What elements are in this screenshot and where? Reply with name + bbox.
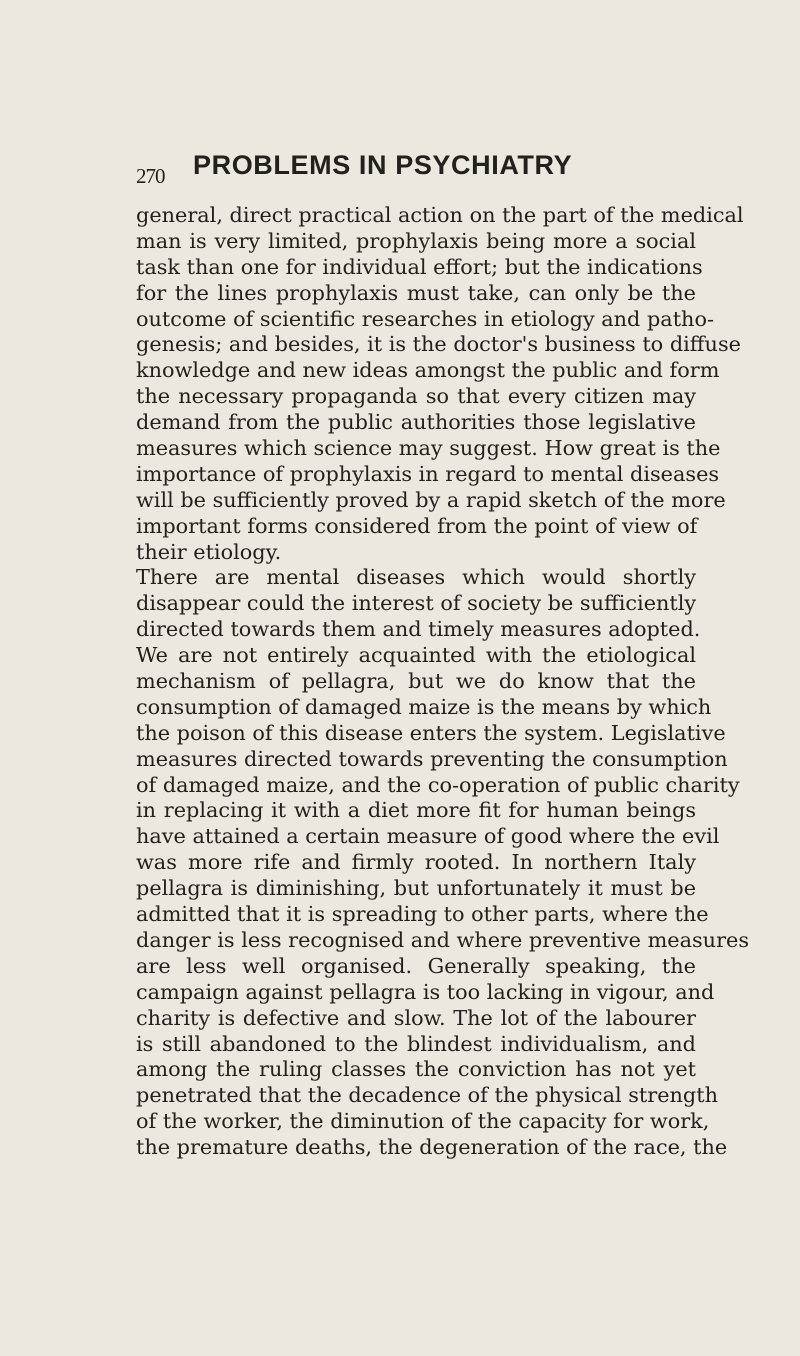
page-number: 270 [136, 164, 165, 188]
text-line: the poison of this disease enters the system. Legislative [136, 720, 726, 745]
text-line: for the lines prophylaxis must take, can only be the [136, 280, 696, 305]
text-line: their etiology. [136, 539, 282, 564]
text-line: measures which science may suggest. How great is the [136, 436, 721, 461]
text-line: man is very limited, prophylaxis being more a social [136, 228, 696, 253]
text-line: measures directed towards preventing the consumption [136, 746, 728, 771]
text-line: mechanism of pellagra, but we do know that the [136, 669, 696, 694]
text-line: of damaged maize, and the co-operation of public charity [136, 772, 740, 797]
text-line: We are not entirely acquainted with the etiological [136, 643, 696, 668]
text-line: task than one for individual effort; but the indications [136, 254, 703, 279]
text-line: campaign against pellagra is too lacking in vigour, and [136, 979, 715, 1004]
text-line: genesis; and besides, it is the doctor's business to diffuse [136, 332, 741, 357]
text-line: penetrated that the decadence of the physical strength [136, 1083, 718, 1108]
text-line: will be sufficiently proved by a rapid sketch of the more [136, 487, 726, 512]
text-line: outcome of scientific researches in etiology and patho- [136, 306, 714, 331]
text-line: important forms considered from the point of view of [136, 513, 698, 538]
text-line: is still abandoned to the blindest individualism, and [136, 1031, 696, 1056]
text-line: among the ruling classes the conviction has not yet [136, 1057, 696, 1082]
text-line: knowledge and new ideas amongst the public and form [136, 358, 720, 383]
text-line: danger is less recognised and where preventive measures [136, 927, 749, 952]
text-line: pellagra is diminishing, but unfortunately it must be [136, 876, 696, 901]
text-line: There are mental diseases which would shortly [136, 565, 696, 590]
body-text [136, 203, 749, 1161]
text-line: admitted that it is spreading to other parts, where the [136, 902, 709, 927]
text-line: importance of prophylaxis in regard to mental diseases [136, 461, 720, 486]
text-line: disappear could the interest of society be sufficiently [136, 591, 697, 616]
text-line: was more rife and firmly rooted. In northern Italy [136, 850, 696, 875]
text-line: charity is defective and slow. The lot of the labourer [136, 1005, 696, 1030]
text-line: are less well organised. Generally speaking, the [136, 953, 696, 978]
text-line: of the worker, the diminution of the capacity for work, [136, 1109, 710, 1134]
text-line: in replacing it with a diet more fit for human beings [136, 798, 696, 823]
text-line: demand from the public authorities those legislative [136, 410, 696, 435]
text-line: have attained a certain measure of good where the evil [136, 824, 720, 849]
text-line: directed towards them and timely measures adopted. [136, 617, 701, 642]
text-line: general, direct practical action on the part of the medical [136, 203, 744, 227]
text-line: the premature deaths, the degeneration of the race, the [136, 1135, 728, 1160]
text-line: consumption of damaged maize is the means by which [136, 694, 712, 719]
text-line: the necessary propaganda so that every citizen may [136, 384, 696, 409]
running-head [136, 150, 696, 190]
running-title: PROBLEMS IN PSYCHIATRY [193, 150, 573, 180]
